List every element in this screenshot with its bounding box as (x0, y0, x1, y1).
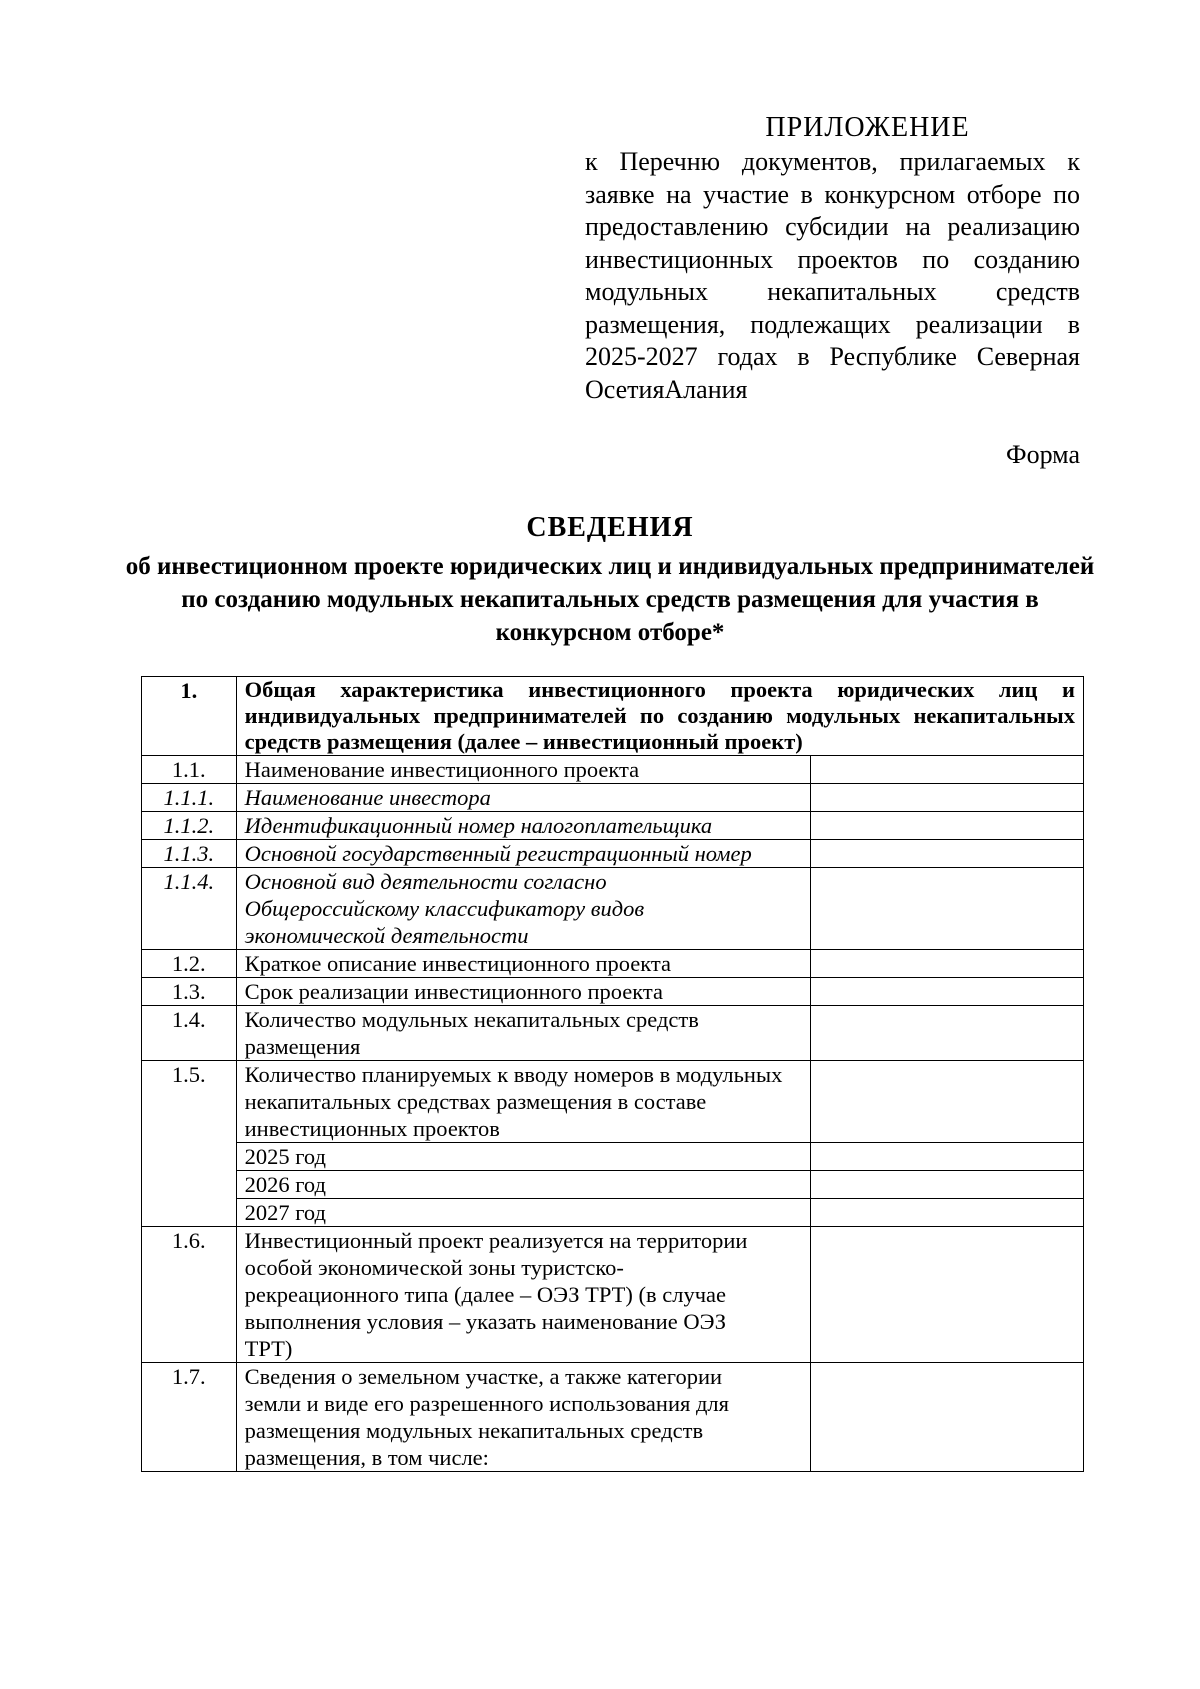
row-value-cell[interactable] (810, 1061, 1083, 1143)
year-label: 2027 год (236, 1199, 810, 1227)
row-value-cell[interactable] (810, 1171, 1083, 1199)
table-row (142, 950, 1084, 978)
row-number: 1.3. (142, 978, 237, 1006)
table-row (142, 784, 1084, 812)
row-value-cell[interactable] (810, 784, 1083, 812)
table-section-row (142, 677, 1084, 756)
section-number: 1. (142, 677, 237, 756)
title-main: СВЕДЕНИЯ (526, 512, 694, 543)
title-subtitle: об инвестиционном проекте юридических лиц и индивидуальных предпринимателей по созданию модульных некапитальных средств размещения для участия в конкурсном отборе* (125, 553, 1095, 646)
table-row (142, 1006, 1084, 1061)
row-value-cell[interactable] (810, 840, 1083, 868)
row-label: Количество модульных некапитальных средств размещения (236, 1006, 810, 1061)
row-label: Срок реализации инвестиционного проекта (236, 978, 810, 1006)
row-number: 1.1.4. (142, 868, 237, 950)
row-number: 1.1.2. (142, 812, 237, 840)
row-value-cell[interactable] (810, 978, 1083, 1006)
table-row (142, 978, 1084, 1006)
row-value-cell[interactable] (810, 950, 1083, 978)
row-label: Наименование инвестиционного проекта (236, 756, 810, 784)
row-value-cell[interactable] (810, 756, 1083, 784)
appendix-header (585, 112, 1080, 406)
table-row (142, 756, 1084, 784)
year-label: 2025 год (236, 1143, 810, 1171)
info-table (141, 676, 1084, 1472)
document-title (120, 512, 1100, 649)
row-number: 1.5. (142, 1061, 237, 1227)
row-number: 1.1.3. (142, 840, 237, 868)
table-row (142, 868, 1084, 950)
row-value-cell[interactable] (810, 1363, 1083, 1472)
row-value-cell[interactable] (810, 1199, 1083, 1227)
form-label: Форма (1006, 440, 1080, 469)
row-label: Основной государственный регистрационный номер (236, 840, 810, 868)
table-row (142, 840, 1084, 868)
table-row-year (142, 1171, 1084, 1199)
table-row (142, 812, 1084, 840)
row-value-cell[interactable] (810, 868, 1083, 950)
table-row (142, 1061, 1084, 1143)
row-value-cell[interactable] (810, 1227, 1083, 1363)
row-value-cell[interactable] (810, 1006, 1083, 1061)
row-number: 1.7. (142, 1363, 237, 1472)
row-number: 1.1. (142, 756, 237, 784)
row-label: Инвестиционный проект реализуется на территории особой экономической зоны туристско-рекреационного типа (далее – ОЭЗ ТРТ) (в случае выполнения условия – указать наименование ОЭЗ ТРТ) (236, 1227, 810, 1363)
row-label: Краткое описание инвестиционного проекта (236, 950, 810, 978)
row-label: Сведения о земельном участке, а также категории земли и виде его разрешенного использования для размещения модульных некапитальных средств размещения, в том числе: (236, 1363, 810, 1472)
table-row-year (142, 1143, 1084, 1171)
table-row (142, 1363, 1084, 1472)
appendix-title: ПРИЛОЖЕНИЕ (765, 112, 970, 143)
table-row-year (142, 1199, 1084, 1227)
row-label: Основной вид деятельности согласно Общероссийскому классификатору видов экономической деятельности (236, 868, 810, 950)
row-number: 1.2. (142, 950, 237, 978)
row-number: 1.6. (142, 1227, 237, 1363)
year-label: 2026 год (236, 1171, 810, 1199)
appendix-text: к Перечню документов, прилагаемых к заявке на участие в конкурсном отборе по предоставлению субсидии на реализацию инвестиционных проектов по созданию модульных некапитальных средств размещения, подлежащих реализации в 2025-2027 годах в Республике Северная ОсетияАлания (585, 147, 1080, 404)
row-value-cell[interactable] (810, 812, 1083, 840)
row-number: 1.4. (142, 1006, 237, 1061)
section-heading: Общая характеристика инвестиционного проекта юридических лиц и индивидуальных предпринимателей по созданию модульных некапитальных средств размещения (далее – инвестиционный проект) (236, 677, 1083, 756)
row-number: 1.1.1. (142, 784, 237, 812)
row-label: Наименование инвестора (236, 784, 810, 812)
row-label: Идентификационный номер налогоплательщика (236, 812, 810, 840)
row-value-cell[interactable] (810, 1143, 1083, 1171)
table-row (142, 1227, 1084, 1363)
row-label: Количество планируемых к вводу номеров в модульных некапитальных средствах размещения в составе инвестиционных проектов (236, 1061, 810, 1143)
